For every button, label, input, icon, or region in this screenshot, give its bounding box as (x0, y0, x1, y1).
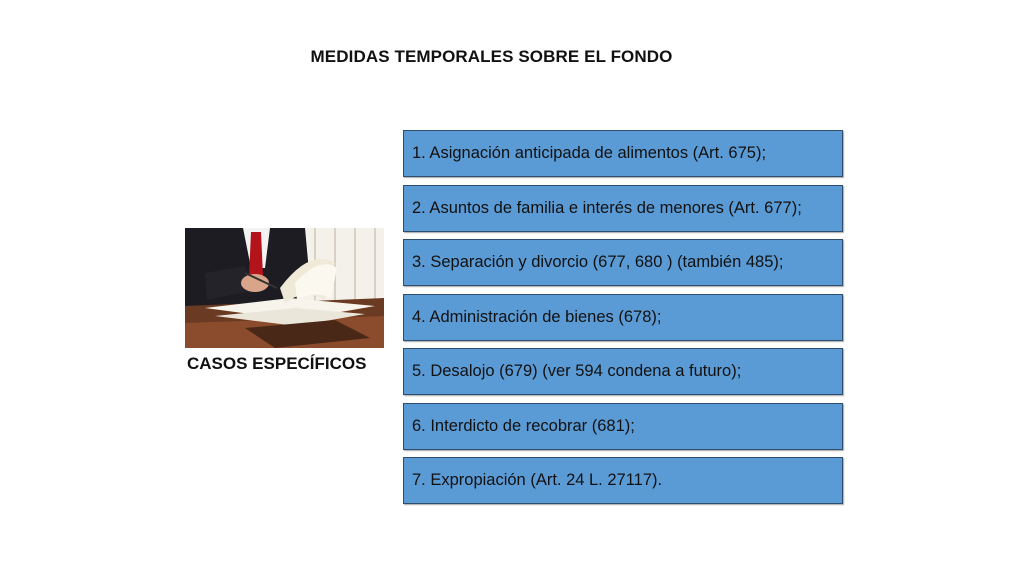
case-item-1: 1. Asignación anticipada de alimentos (Art. 675); (403, 130, 843, 177)
case-item-4: 4. Administración de bienes (678); (403, 294, 843, 341)
case-item-7: 7. Expropiación (Art. 24 L. 27117). (403, 457, 843, 504)
case-item-3: 3. Separación y divorcio (677, 680 ) (también 485); (403, 239, 843, 286)
slide-title: MEDIDAS TEMPORALES SOBRE EL FONDO (310, 47, 673, 66)
businessman-photo (185, 228, 384, 348)
case-item-6: 6. Interdicto de recobrar (681); (403, 403, 843, 450)
case-item-5: 5. Desalojo (679) (ver 594 condena a futuro); (403, 348, 843, 395)
casos-especificos-caption: CASOS ESPECÍFICOS (187, 354, 367, 373)
case-item-2: 2. Asuntos de familia e interés de menores (Art. 677); (403, 185, 843, 232)
